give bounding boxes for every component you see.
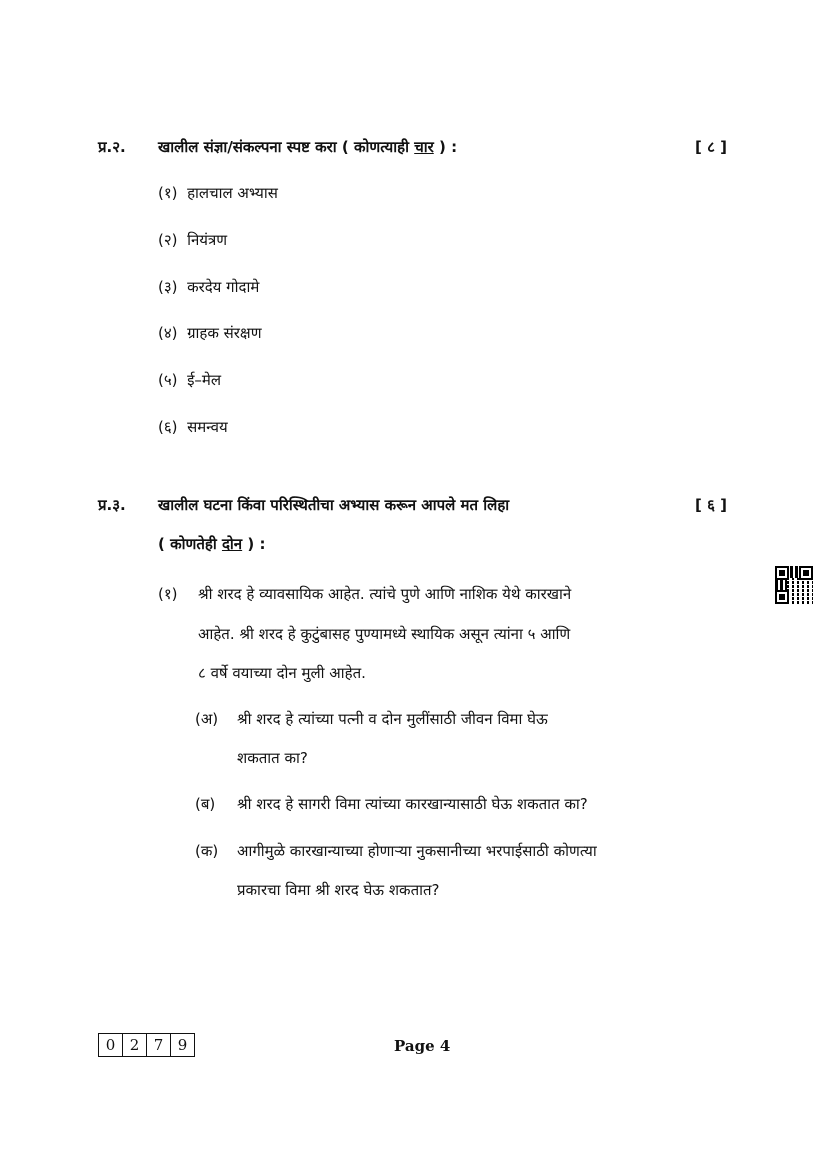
q2-item-text: समन्वय [187,418,228,436]
sub-a-number: (अ) [195,710,219,728]
sub-c-line-2: प्रकारचा विमा श्री शरद घेऊ शकतात? [237,881,440,899]
q2-item-num: (४) [158,324,178,342]
q2-item-num: (६) [158,418,178,436]
q2-item-2 [158,230,227,250]
code-digit: 7 [147,1034,171,1056]
case1-line-3: ८ वर्षे वयाच्या दोन मुली आहेत. [198,664,366,682]
case1-line-1: श्री शरद हे व्यावसायिक आहेत. त्यांचे पुणे आणि नाशिक येथे कारखाने [198,585,572,603]
q2-item-text: हालचाल अभ्यास [187,184,278,202]
code-digit: 2 [123,1034,147,1056]
q2-title-before: खालील संज्ञा/संकल्पना स्पष्ट करा ( कोणत्याही [158,138,415,156]
q3-title: खालील घटना किंवा परिस्थितीचा अभ्यास करून आपले मत लिहा [158,496,510,514]
code-digit: 0 [99,1034,123,1056]
q2-item-num: (३) [158,278,178,296]
code-digit: 9 [177,1036,188,1054]
q2-number: प्र.२. [98,138,126,156]
sub-a-line-1: श्री शरद हे त्यांच्या पत्नी व दोन मुलींसाठी जीवन विमा घेऊ [237,710,548,728]
sub-a-line-2: शकतात का? [237,749,308,767]
q2-item-3 [158,277,259,297]
q3-marks: [ ६ ] [695,496,727,514]
sub-c-line-1: आगीमुळे कारखान्याच्या होणाऱ्या नुकसानीच्या भरपाईसाठी कोणत्या [237,842,597,860]
q2-item-1 [158,183,278,203]
q3-subtitle-underlined: दोन [221,535,243,553]
q2-title [158,137,457,157]
q2-item-4 [158,323,262,343]
sub-b-line-1: श्री शरद हे सागरी विमा त्यांच्या कारखान्यासाठी घेऊ शकतात का? [237,795,588,813]
sub-c-number: (क) [195,842,219,860]
page-number: Page 4 [394,1037,451,1055]
q3-subtitle-after: ) : [242,535,266,553]
q2-item-num: (१) [158,184,178,202]
q2-item-text: करदेय गोदामे [187,278,260,296]
qr-code-icon [775,566,813,604]
q2-item-text: ई–मेल [187,371,222,389]
q2-item-num: (२) [158,231,178,249]
q2-item-text: नियंत्रण [187,231,228,249]
q2-title-after: ) : [433,138,458,156]
sub-b-number: (ब) [195,795,216,813]
q2-item-5 [158,370,221,390]
q3-subtitle [158,534,265,554]
q2-item-text: ग्राहक संरक्षण [187,324,262,342]
q3-number: प्र.३. [98,496,126,514]
q2-marks: [ ८ ] [695,138,727,156]
case1-number: (१) [158,585,178,603]
q3-subtitle-before: ( कोणतेही [158,535,222,553]
q2-title-underlined: चार [414,138,434,156]
paper-code-box [98,1033,195,1057]
case1-line-2: आहेत. श्री शरद हे कुटुंबासह पुण्यामध्ये स्थायिक असून त्यांना ५ आणि [198,625,571,643]
q2-item-num: (५) [158,371,178,389]
q2-item-6 [158,417,228,437]
